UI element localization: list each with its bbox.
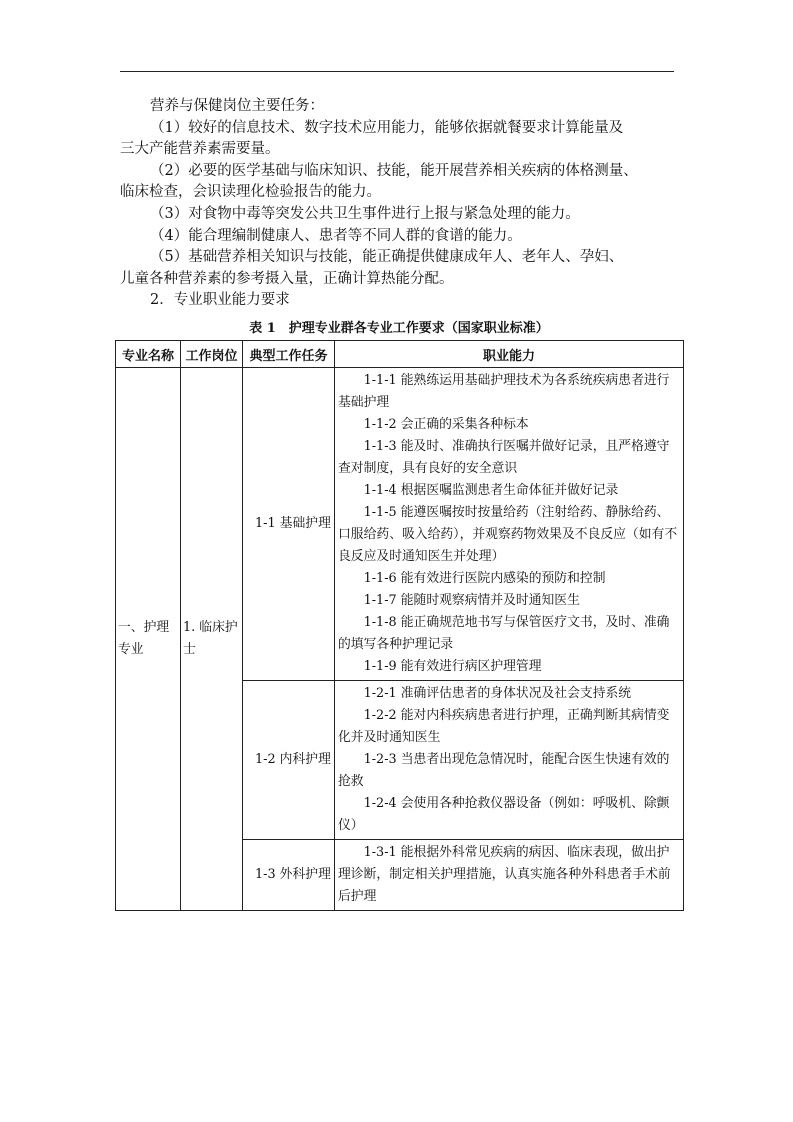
header-rule xyxy=(120,71,674,72)
ability-item: 1-1-7 能随时观察病情并及时通知医生 xyxy=(363,593,580,608)
ability-cell xyxy=(335,681,684,840)
post-cell: 1. 临床护士 xyxy=(181,368,243,911)
body-text: （2）必要的医学基础与临床知识、技能，能开展营养相关疾病的体格测量、 xyxy=(150,163,638,179)
ability-item: 1-1-3 能及时、准确执行医嘱并做好记录，且严格遵守查对制度，具有良好的安全意识 xyxy=(338,439,670,476)
body-text: 临床检查，会识读理化检验报告的能力。 xyxy=(120,184,381,200)
ability-item: 1-1-6 能有效进行医院内感染的预防和控制 xyxy=(363,571,606,586)
column-header: 典型工作任务 xyxy=(243,341,335,368)
body-text: 三大产能营养素需要量。 xyxy=(120,141,280,157)
body-text: （3）对食物中毒等突发公共卫生事件进行上报与紧急处理的能力。 xyxy=(150,206,580,222)
ability-item: 1-2-2 能对内科疾病患者进行护理，正确判断其病情变化并及时通知医生 xyxy=(338,708,670,745)
ability-cell xyxy=(335,368,684,681)
ability-cell xyxy=(335,840,684,911)
table-caption: 表 1 护理专业群各专业工作要求（国家职业标准） xyxy=(249,321,549,336)
table-row xyxy=(116,368,684,681)
ability-item: 1-2-4 会使用各种抢救仪器设备（例如：呼吸机、除颤仪） xyxy=(338,796,670,833)
subsection-heading: 2．专业职业能力要求 xyxy=(150,292,290,308)
column-header: 专业名称 xyxy=(116,341,181,368)
body-text: （5）基础营养相关知识与技能，能正确提供健康成年人、老年人、孕妇、 xyxy=(150,249,624,265)
ability-item: 1-1-8 能正确规范地书写与保管医疗文书，及时、准确的填写各种护理记录 xyxy=(338,615,670,652)
body-text: （1）较好的信息技术、数字技术应用能力，能够依据就餐要求计算能量及 xyxy=(150,120,624,136)
task-cell: 1-3 外科护理 xyxy=(243,840,335,911)
ability-item: 1-1-5 能遵医嘱按时按量给药（注射给药、静脉给药、口服给药、吸入给药），并观察药物效果及不良反应（如有不良反应及时通知医生并处理） xyxy=(338,505,678,564)
ability-item: 1-3-1 能根据外科常见疾病的病因、临床表现，做出护理诊断，制定相关护理措施，认真实施各种外科患者手术前后护理 xyxy=(338,845,671,904)
ability-item: 1-1-2 会正确的采集各种标本 xyxy=(363,417,529,432)
requirements-table xyxy=(115,340,684,911)
ability-item: 1-2-3 当患者出现危急情况时，能配合医生快速有效的抢救 xyxy=(338,752,670,789)
ability-item: 1-2-1 准确评估患者的身体状况及社会支持系统 xyxy=(363,686,632,701)
body-text: 儿童各种营养素的参考摄入量，正确计算热能分配。 xyxy=(120,271,454,287)
column-header: 工作岗位 xyxy=(181,341,243,368)
major-cell: 一、护理专业 xyxy=(116,368,181,911)
table-header-row xyxy=(116,341,684,368)
ability-item: 1-1-9 能有效进行病区护理管理 xyxy=(363,659,542,674)
task-cell: 1-2 内科护理 xyxy=(243,681,335,840)
body-text: （4）能合理编制健康人、患者等不同人群的食谱的能力。 xyxy=(150,228,522,244)
task-cell: 1-1 基础护理 xyxy=(243,368,335,681)
column-header: 职业能力 xyxy=(335,341,684,368)
ability-item: 1-1-1 能熟练运用基础护理技术为各系统疾病患者进行基础护理 xyxy=(338,373,670,410)
ability-item: 1-1-4 根据医嘱监测患者生命体征并做好记录 xyxy=(363,483,619,498)
section-heading: 营养与保健岗位主要任务： xyxy=(150,98,324,114)
